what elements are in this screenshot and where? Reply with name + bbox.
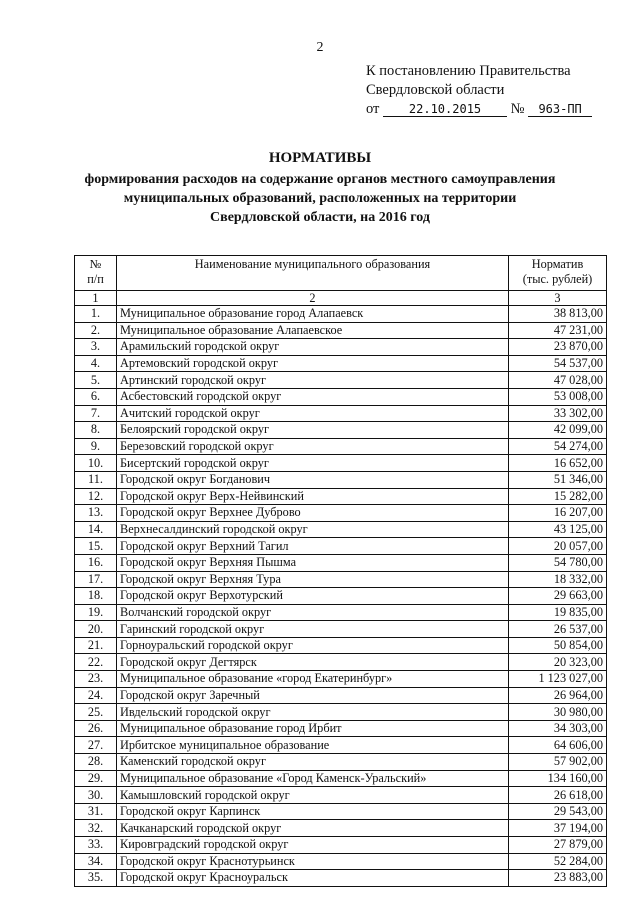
row-value: 29 543,00 (509, 803, 607, 820)
row-number: 9. (75, 438, 117, 455)
row-value: 47 231,00 (509, 322, 607, 339)
table-row (75, 554, 607, 571)
row-number: 7. (75, 405, 117, 422)
row-name: Городской округ Красноуральск (117, 870, 509, 887)
table-row (75, 671, 607, 688)
row-value: 51 346,00 (509, 471, 607, 488)
row-number: 11. (75, 471, 117, 488)
row-number: 13. (75, 505, 117, 522)
row-value: 42 099,00 (509, 422, 607, 439)
table-row (75, 654, 607, 671)
row-value: 1 123 027,00 (509, 671, 607, 688)
row-value: 15 282,00 (509, 488, 607, 505)
row-name: Асбестовский городской округ (117, 388, 509, 405)
row-value: 30 980,00 (509, 704, 607, 721)
row-number: 29. (75, 770, 117, 787)
header-name: Наименование муниципального образования (117, 256, 509, 291)
row-value: 53 008,00 (509, 388, 607, 405)
table-row (75, 754, 607, 771)
row-value: 18 332,00 (509, 571, 607, 588)
row-number: 1. (75, 306, 117, 323)
row-value: 64 606,00 (509, 737, 607, 754)
table-row (75, 588, 607, 605)
row-number: 32. (75, 820, 117, 837)
approval-date: 22.10.2015 (383, 102, 507, 117)
approval-line-2: Свердловской области (366, 82, 505, 98)
row-name: Гаринский городской округ (117, 621, 509, 638)
row-name: Городской округ Верхний Тагил (117, 538, 509, 555)
row-name: Каменский городской округ (117, 754, 509, 771)
row-number: 23. (75, 671, 117, 688)
table-row (75, 455, 607, 472)
table-row (75, 604, 607, 621)
table-row (75, 488, 607, 505)
row-number: 12. (75, 488, 117, 505)
row-value: 20 057,00 (509, 538, 607, 555)
table-row (75, 355, 607, 372)
row-name: Качканарский городской округ (117, 820, 509, 837)
title-main: НОРМАТИВЫ (268, 150, 372, 166)
column-number-2: 2 (117, 291, 509, 306)
row-name: Артинский городской округ (117, 372, 509, 389)
table-row (75, 737, 607, 754)
row-name: Городской округ Заречный (117, 687, 509, 704)
row-value: 16 207,00 (509, 505, 607, 522)
header-value-line-1: Норматив (531, 257, 584, 271)
table-row (75, 820, 607, 837)
table-header-row (75, 256, 607, 291)
header-value-line-2: (тыс. рублей) (522, 272, 593, 286)
row-number: 17. (75, 571, 117, 588)
row-number: 15. (75, 538, 117, 555)
number-prefix: № (510, 101, 525, 117)
row-number: 25. (75, 704, 117, 721)
header-value (509, 256, 607, 291)
table-row (75, 770, 607, 787)
row-name: Ачитский городской округ (117, 405, 509, 422)
table-row (75, 471, 607, 488)
row-number: 8. (75, 422, 117, 439)
row-value: 23 883,00 (509, 870, 607, 887)
row-value: 37 194,00 (509, 820, 607, 837)
row-name: Муниципальное образование город Алапаевск (117, 306, 509, 323)
table-row (75, 339, 607, 356)
row-value: 34 303,00 (509, 720, 607, 737)
subtitle-line-3: Свердловской области, на 2016 год (210, 210, 430, 225)
row-name: Ирбитское муниципальное образование (117, 737, 509, 754)
table-row (75, 306, 607, 323)
table-row (75, 505, 607, 522)
row-name: Городской округ Богданович (117, 471, 509, 488)
row-value: 33 302,00 (509, 405, 607, 422)
norms-table (74, 255, 607, 887)
row-value: 47 028,00 (509, 372, 607, 389)
column-number-row (75, 291, 607, 306)
date-prefix: от (366, 101, 380, 117)
row-name: Муниципальное образование «город Екатеринбург» (117, 671, 509, 688)
table-row (75, 571, 607, 588)
row-value: 20 323,00 (509, 654, 607, 671)
header-num-line-1: № (89, 257, 102, 271)
table-row (75, 422, 607, 439)
row-value: 16 652,00 (509, 455, 607, 472)
row-number: 22. (75, 654, 117, 671)
row-number: 10. (75, 455, 117, 472)
table-row (75, 687, 607, 704)
row-number: 2. (75, 322, 117, 339)
row-name: Артемовский городской округ (117, 355, 509, 372)
table-row (75, 621, 607, 638)
row-name: Бисертский городской округ (117, 455, 509, 472)
row-name: Городской округ Краснотурьинск (117, 853, 509, 870)
table-row (75, 637, 607, 654)
table-row (75, 322, 607, 339)
row-number: 16. (75, 554, 117, 571)
row-value: 26 618,00 (509, 787, 607, 804)
row-number: 4. (75, 355, 117, 372)
row-name: Березовский городской округ (117, 438, 509, 455)
row-number: 21. (75, 637, 117, 654)
row-name: Городской округ Дегтярск (117, 654, 509, 671)
row-value: 29 663,00 (509, 588, 607, 605)
row-value: 54 537,00 (509, 355, 607, 372)
row-name: Ивдельский городской округ (117, 704, 509, 721)
table-row (75, 372, 607, 389)
approval-line-3 (366, 100, 626, 119)
row-name: Городской округ Верхнее Дуброво (117, 505, 509, 522)
row-value: 57 902,00 (509, 754, 607, 771)
table-body (75, 306, 607, 887)
document-title (40, 148, 600, 227)
approval-number: 963-ПП (528, 102, 592, 117)
row-name: Белоярский городской округ (117, 422, 509, 439)
table-row (75, 704, 607, 721)
row-value: 52 284,00 (509, 853, 607, 870)
subtitle-line-2: муниципальных образований, расположенных на территории (123, 191, 517, 206)
row-number: 31. (75, 803, 117, 820)
row-number: 14. (75, 521, 117, 538)
table-row (75, 438, 607, 455)
table-row (75, 837, 607, 854)
row-number: 5. (75, 372, 117, 389)
row-number: 3. (75, 339, 117, 356)
row-number: 35. (75, 870, 117, 887)
row-name: Муниципальное образование «Город Каменск-Уральский» (117, 770, 509, 787)
row-name: Городской округ Верхняя Пышма (117, 554, 509, 571)
row-number: 27. (75, 737, 117, 754)
subtitle-line-1: формирования расходов на содержание органов местного самоуправления (84, 172, 556, 187)
table-row (75, 853, 607, 870)
row-name: Арамильский городской округ (117, 339, 509, 356)
row-value: 54 274,00 (509, 438, 607, 455)
row-number: 6. (75, 388, 117, 405)
row-value: 43 125,00 (509, 521, 607, 538)
table-row (75, 388, 607, 405)
row-number: 19. (75, 604, 117, 621)
table-row (75, 787, 607, 804)
row-value: 54 780,00 (509, 554, 607, 571)
row-number: 26. (75, 720, 117, 737)
table-row (75, 538, 607, 555)
row-value: 38 813,00 (509, 306, 607, 323)
row-name: Кировградский городской округ (117, 837, 509, 854)
row-value: 134 160,00 (509, 770, 607, 787)
row-name: Городской округ Карпинск (117, 803, 509, 820)
title-subtitle (40, 170, 600, 227)
row-value: 27 879,00 (509, 837, 607, 854)
row-name: Городской округ Верхотурский (117, 588, 509, 605)
row-name: Городской округ Верхняя Тура (117, 571, 509, 588)
row-name: Муниципальное образование Алапаевское (117, 322, 509, 339)
row-number: 18. (75, 588, 117, 605)
table-row (75, 405, 607, 422)
header-num-line-2: п/п (87, 272, 104, 286)
row-name: Горноуральский городской округ (117, 637, 509, 654)
row-value: 26 964,00 (509, 687, 607, 704)
page-number: 2 (316, 40, 324, 55)
row-value: 50 854,00 (509, 637, 607, 654)
approval-stamp (366, 62, 626, 119)
column-number-1: 1 (75, 291, 117, 306)
approval-line-1: К постановлению Правительства (366, 63, 571, 79)
row-value: 26 537,00 (509, 621, 607, 638)
row-value: 23 870,00 (509, 339, 607, 356)
table-row (75, 803, 607, 820)
table-row (75, 521, 607, 538)
row-number: 34. (75, 853, 117, 870)
row-number: 24. (75, 687, 117, 704)
row-number: 33. (75, 837, 117, 854)
table-row (75, 720, 607, 737)
row-number: 30. (75, 787, 117, 804)
row-number: 28. (75, 754, 117, 771)
column-number-3: 3 (509, 291, 607, 306)
row-name: Городской округ Верх-Нейвинский (117, 488, 509, 505)
row-name: Волчанский городской округ (117, 604, 509, 621)
table-row (75, 870, 607, 887)
row-name: Камышловский городской округ (117, 787, 509, 804)
row-number: 20. (75, 621, 117, 638)
row-value: 19 835,00 (509, 604, 607, 621)
header-num (75, 256, 117, 291)
row-name: Муниципальное образование город Ирбит (117, 720, 509, 737)
row-name: Верхнесалдинский городской округ (117, 521, 509, 538)
